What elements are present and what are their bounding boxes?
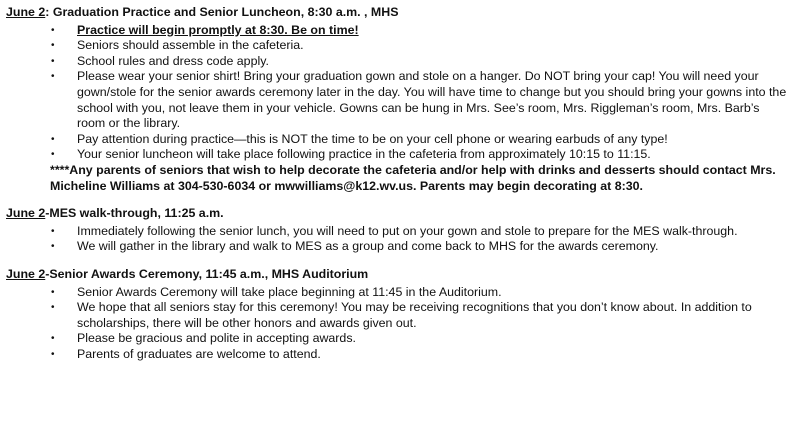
bullet-icon: • (51, 71, 55, 83)
bullet-icon: • (51, 333, 55, 345)
parent-volunteer-notice: ****Any parents of seniors that wish to help decorate the cafeteria and/or help with drinks and desserts should contact Mrs. Micheline Williams at 304-530-6034 or mwwilliams@k12.wv.us. Parents may begin decorating at 8:30. (50, 162, 776, 193)
list-item-text: Seniors should assemble in the cafeteria. (77, 38, 304, 53)
bullet-list (0, 285, 800, 363)
list-item-text: We will gather in the library and walk to MES as a group and come back to MHS for the awards ceremony. (77, 239, 659, 254)
list-item (0, 147, 800, 163)
bullet-icon: • (51, 225, 55, 237)
heading-date: June 2 (6, 206, 46, 221)
list-item-text: Pay attention during practice—this is NOT the time to be on your cell phone or wearing earbuds of any type! (77, 131, 668, 146)
list-item (0, 285, 800, 301)
list-item-text: Your senior luncheon will take place following practice in the cafeteria from approximately 10:15 to 11:15. (77, 147, 651, 162)
bullet-icon: • (51, 40, 55, 52)
heading-title: : Graduation Practice and Senior Luncheon, 8:30 a.m. , MHS (45, 5, 399, 19)
heading-title: -MES walk-through, 11:25 a.m. (45, 206, 224, 221)
list-item-text: Please be gracious and polite in accepting awards. (77, 331, 356, 346)
bullet-list (0, 224, 800, 255)
list-item (0, 54, 800, 70)
list-item-text: Please wear your senior shirt! Bring your graduation gown and stole on a hanger. Do NOT bring your cap! You will need your gown/stole for the senior awards ceremony later in the day. You will have time to change but you should bring your gowns into the school with you, not leave them in your vehicle. Gowns can be hung in Mrs. See’s room, Mrs. Riggleman’s room, Mrs. Barb’s room or the library. (77, 69, 787, 131)
list-item-text: Senior Awards Ceremony will take place beginning at 11:45 in the Auditorium. (77, 284, 502, 299)
list-item (0, 132, 800, 148)
list-item-text: Parents of graduates are welcome to attend. (77, 346, 321, 361)
list-item (0, 331, 800, 347)
list-item (0, 347, 800, 363)
section-heading (6, 267, 800, 283)
section-awards-ceremony (0, 267, 800, 363)
bullet-icon: • (51, 286, 55, 298)
heading-date: June 2 (6, 5, 46, 19)
section-graduation-practice (0, 5, 800, 194)
list-item (0, 239, 800, 255)
heading-title: -Senior Awards Ceremony, 11:45 a.m., MHS Auditorium (45, 266, 369, 281)
bullet-icon: • (51, 55, 55, 67)
list-item-text: School rules and dress code apply. (77, 53, 269, 68)
bullet-icon: • (51, 24, 55, 36)
bullet-list (0, 23, 800, 163)
bullet-icon: • (51, 302, 55, 314)
list-item (0, 23, 800, 39)
list-item (0, 69, 800, 131)
bullet-icon: • (51, 133, 55, 145)
bullet-icon: • (51, 149, 55, 161)
list-item-text: We hope that all seniors stay for this ceremony! You may be receiving recognitions that you don’t know about. In addition to scholarships, there will be other honors and awards given out. (77, 300, 752, 330)
bullet-icon: • (51, 348, 55, 360)
bullet-icon: • (51, 241, 55, 253)
list-item (0, 300, 800, 331)
section-heading (6, 206, 800, 222)
list-item-text: Practice will begin promptly at 8:30. Be on time! (77, 22, 359, 37)
heading-date: June 2 (6, 266, 46, 281)
section-heading (6, 5, 800, 21)
list-item-text: Immediately following the senior lunch, you will need to put on your gown and stole to prepare for the MES walk-through. (77, 223, 738, 238)
list-item (0, 224, 800, 240)
list-item (0, 38, 800, 54)
section-mes-walkthrough (0, 206, 800, 255)
